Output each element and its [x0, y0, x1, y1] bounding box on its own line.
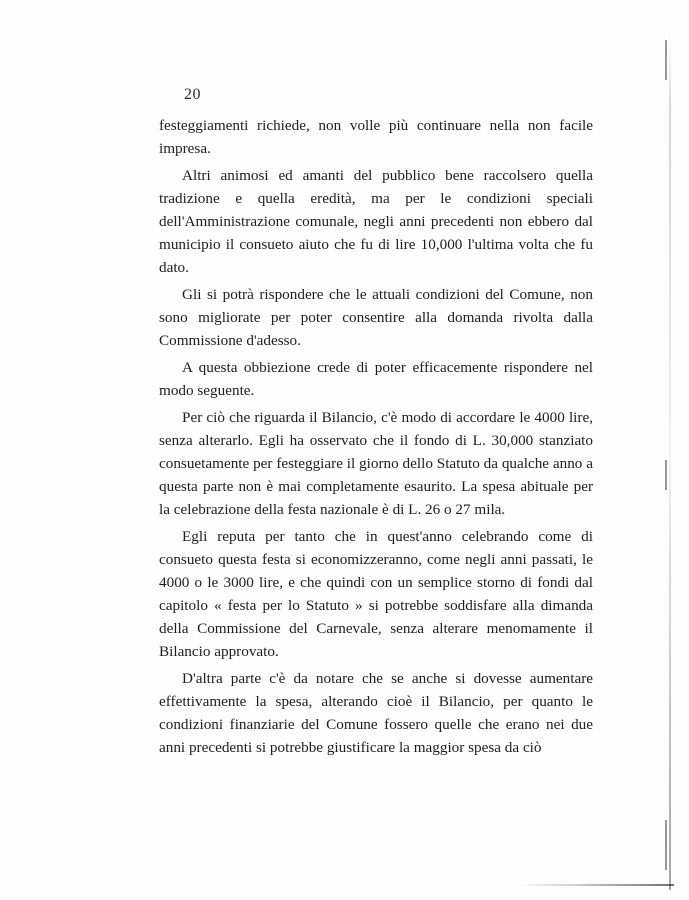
paragraph-5: Per ciò che riguarda il Bilancio, c'è modo di accordare le 4000 lire, senza alterarlo. Egli ha osservato che il fondo di L. 30,000 stanziato consuetamente per festeggiare il giorno dello Statuto da qualche anno a questa parte non è mai completamente esaurito. La spesa abituale per la celebrazione della festa nazionale è di L. 26 o 27 mila. — [159, 409, 593, 518]
paragraph-6: Egli reputa per tanto che in quest'anno celebrando come di consueto questa festa si economizzeranno, come negli anni passati, le 4000 o le 3000 lire, e che quindi con un semplice storno di fondi dal capitolo « festa per lo Statuto » si potrebbe soddisfare alla dimanda della Commissione del Carnevale, senza alterare menomamente il Bilancio approvato. — [159, 528, 593, 660]
paragraph-3: Gli si potrà rispondere che le attuali condizioni del Comune, non sono migliorate per poter consentire alla domanda rivolta dalla Commissione d'adesso. — [159, 286, 593, 349]
body-text — [159, 114, 593, 763]
paragraph-1: festeggiamenti richiede, non volle più continuare nella non facile impresa. — [159, 117, 593, 157]
page-right-edge-shadow — [669, 30, 671, 890]
paragraph-2: Altri animosi ed amanti del pubblico bene raccolsero quella tradizione e quella eredità, ma per le condizioni speciali dell'Amministrazione comunale, negli anni precedenti non ebbero dal municipio il consueto aiuto che fu di lire 10,000 l'ultima volta che fu dato. — [159, 167, 593, 276]
page-number: 20 — [184, 86, 201, 103]
scan-edge-mark — [665, 460, 667, 490]
page-bottom-edge-shadow — [520, 884, 674, 886]
paragraph-7: D'altra parte c'è da notare che se anche si dovesse aumentare effettivamente la spesa, alterando cioè il Bilancio, per quanto le condizioni finanziarie del Comune fossero quelle che erano nei due anni precedenti si potrebbe giustificare la maggior spesa da ciò — [159, 670, 593, 756]
paragraph-4: A questa obbiezione crede di poter efficacemente rispondere nel modo seguente. — [159, 359, 593, 399]
scan-edge-mark — [665, 40, 667, 80]
scan-edge-mark — [665, 820, 667, 870]
